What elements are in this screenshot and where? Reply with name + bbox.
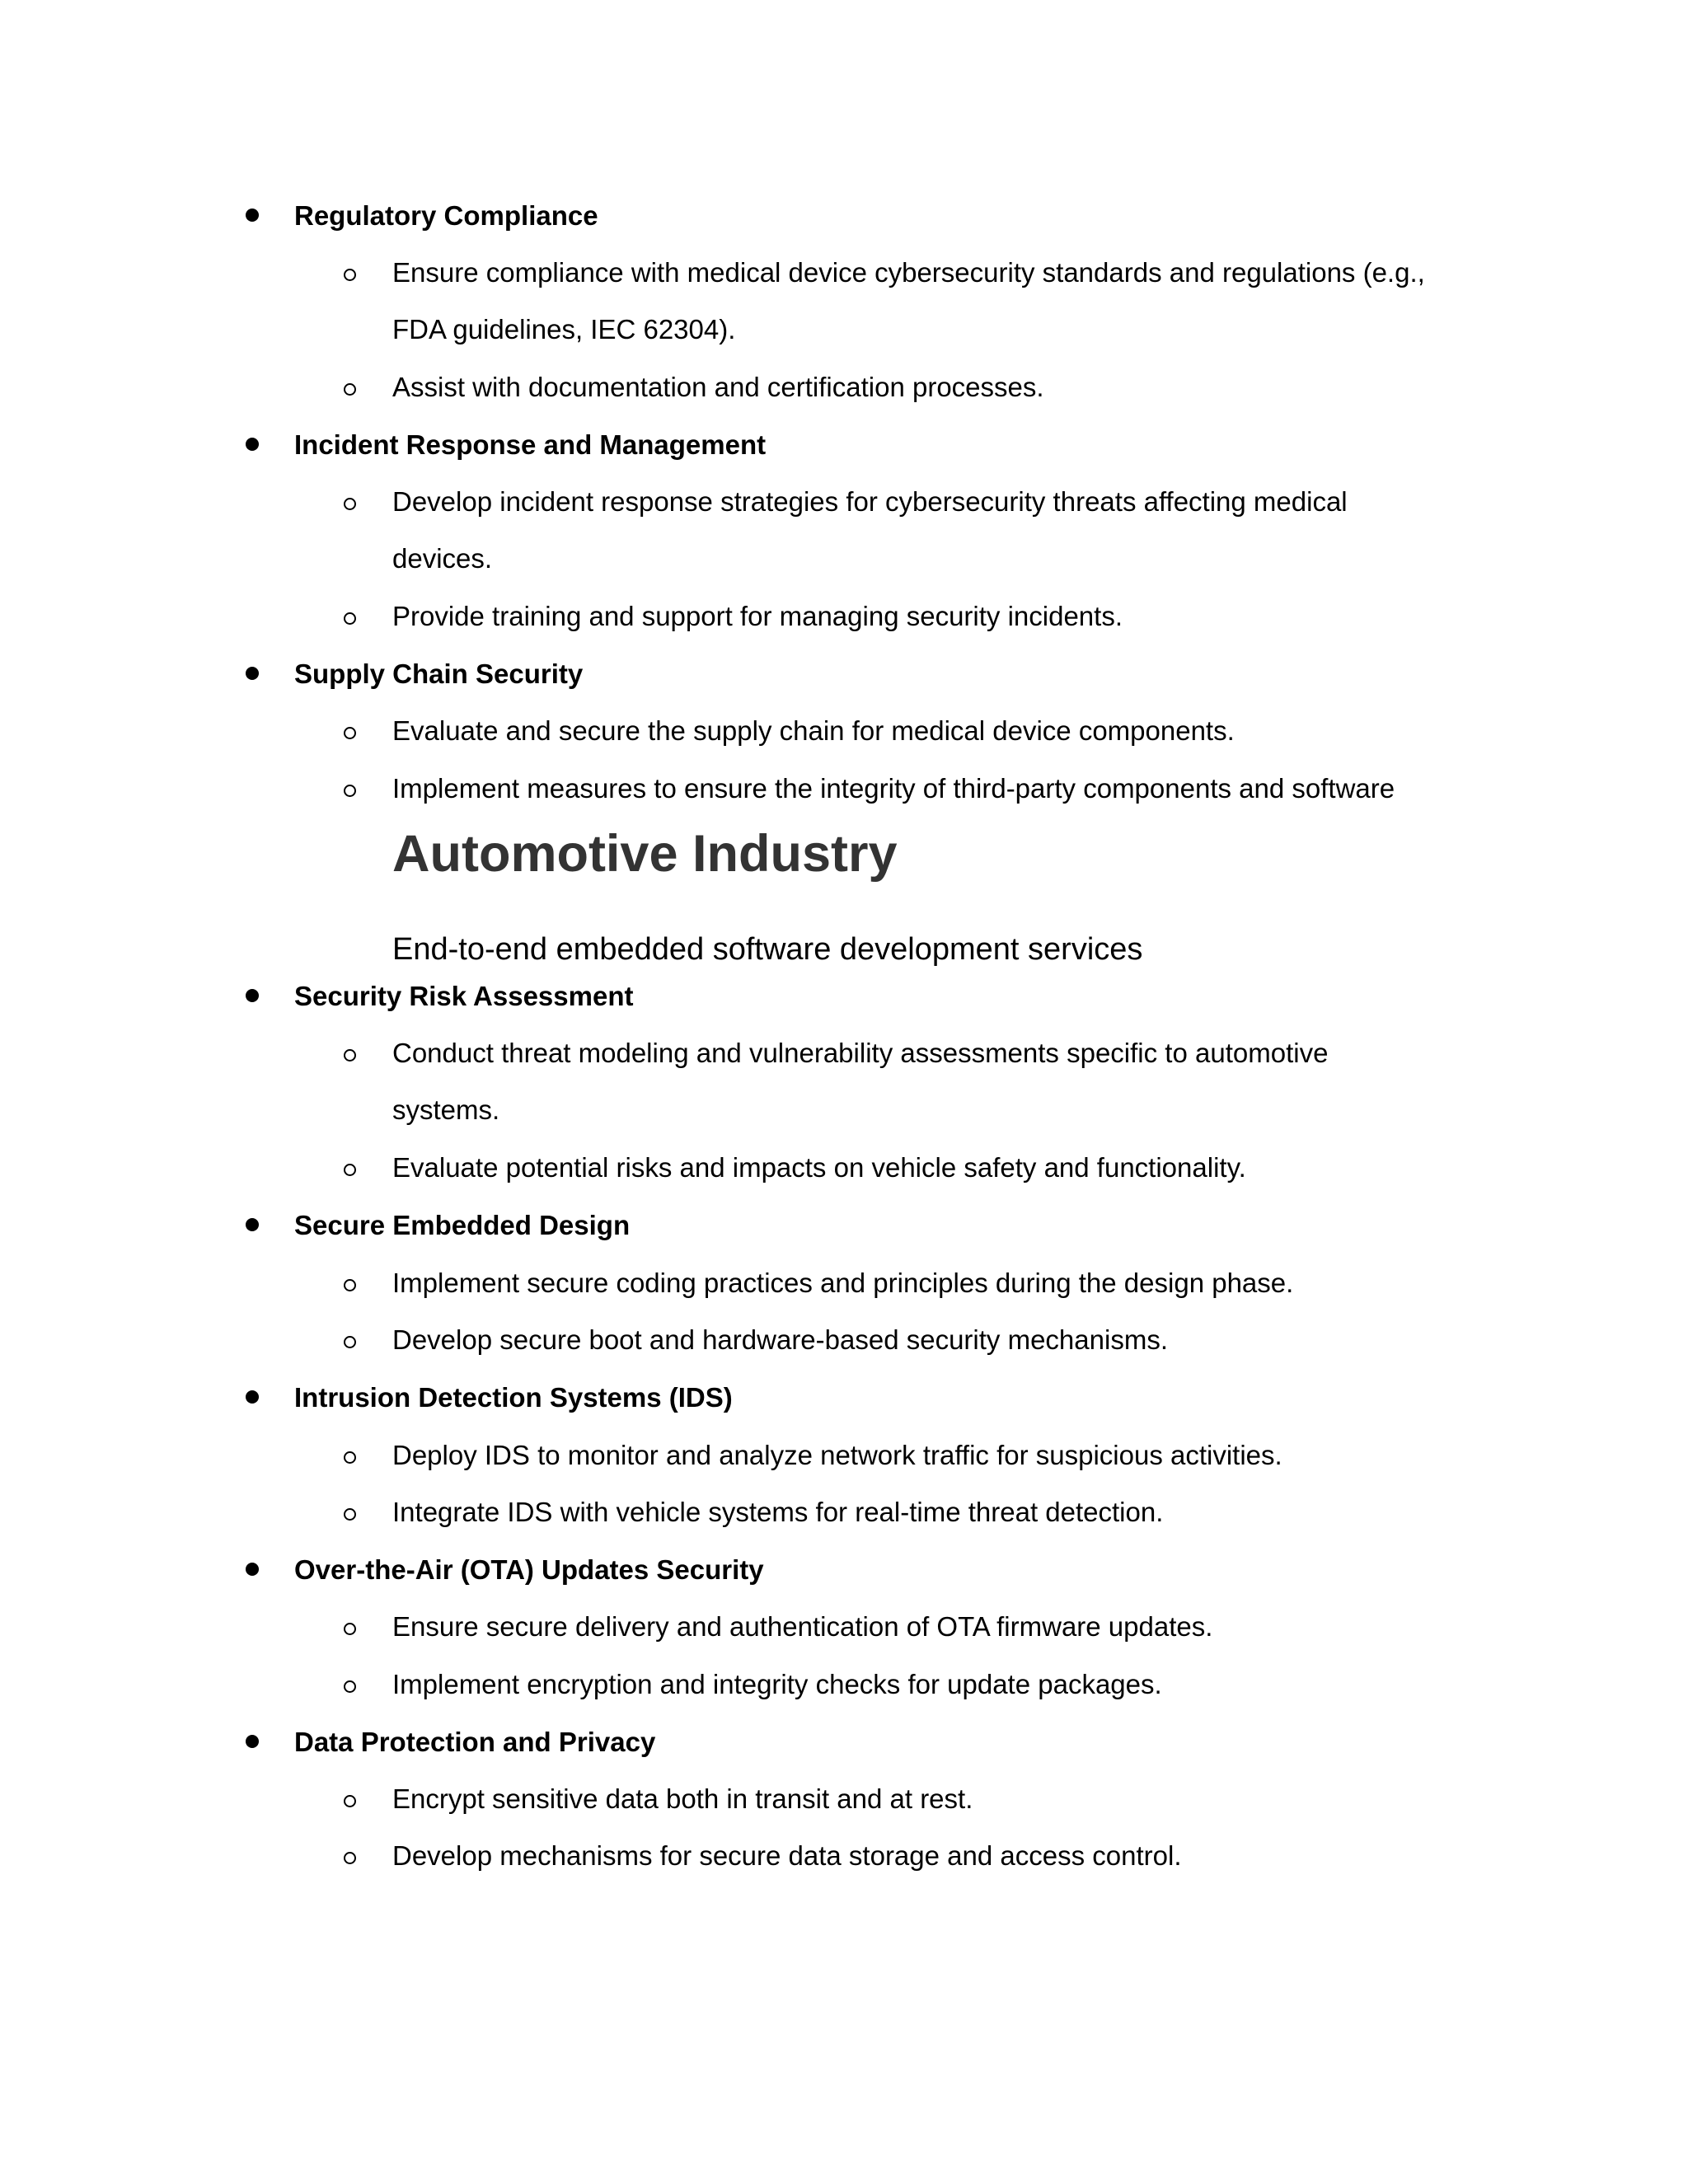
sub-bullet-marker bbox=[344, 498, 356, 510]
section-title: Intrusion Detection Systems (IDS) bbox=[294, 1382, 733, 1413]
sub-bullet-marker bbox=[344, 727, 356, 739]
section-title: Supply Chain Security bbox=[294, 658, 584, 689]
bullet-dot bbox=[246, 1563, 259, 1576]
list-item-line: Ensure secure delivery and authentication of OTA firmware updates. bbox=[392, 1611, 1213, 1642]
list-item-line: Evaluate potential risks and impacts on vehicle safety and functionality. bbox=[392, 1152, 1246, 1183]
bullet-dot bbox=[246, 1390, 259, 1404]
list-item-line: Implement encryption and integrity checks for update packages. bbox=[392, 1669, 1162, 1699]
sub-bullet-marker bbox=[344, 1049, 356, 1062]
sub-bullet-marker bbox=[344, 1852, 356, 1864]
list-item-line: Deploy IDS to monitor and analyze network traffic for suspicious activities. bbox=[392, 1440, 1282, 1470]
sub-bullet-marker bbox=[344, 612, 356, 625]
page-subtitle: End-to-end embedded software development services bbox=[392, 932, 1143, 967]
sub-bullet-marker bbox=[344, 1508, 356, 1521]
section-title: Regulatory Compliance bbox=[294, 200, 598, 231]
bullet-dot bbox=[246, 209, 259, 222]
sub-bullet-marker bbox=[344, 1680, 356, 1693]
list-item-line: Integrate IDS with vehicle systems for real-time threat detection. bbox=[392, 1497, 1164, 1527]
sub-bullet-marker bbox=[344, 1451, 356, 1464]
page-heading: Automotive Industry bbox=[392, 825, 898, 883]
list-item-line: devices. bbox=[392, 543, 493, 574]
sub-bullet-marker bbox=[344, 1279, 356, 1291]
section-title: Data Protection and Privacy bbox=[294, 1727, 656, 1757]
list-item-line: FDA guidelines, IEC 62304). bbox=[392, 314, 736, 344]
list-item-line: Assist with documentation and certification processes. bbox=[392, 372, 1044, 402]
bullet-dot bbox=[246, 1735, 259, 1748]
list-item-line: systems. bbox=[392, 1094, 500, 1125]
section-title: Over-the-Air (OTA) Updates Security bbox=[294, 1554, 764, 1585]
list-item-line: Implement measures to ensure the integrity of third-party components and software bbox=[392, 773, 1395, 804]
list-item-line: Ensure compliance with medical device cybersecurity standards and regulations (e.g., bbox=[392, 257, 1425, 288]
section-title: Secure Embedded Design bbox=[294, 1210, 631, 1240]
list-item-line: Provide training and support for managing security incidents. bbox=[392, 601, 1123, 631]
sub-bullet-marker bbox=[344, 269, 356, 281]
list-item-line: Conduct threat modeling and vulnerability assessments specific to automotive bbox=[392, 1038, 1329, 1068]
bullet-dot bbox=[246, 667, 259, 680]
section-title: Security Risk Assessment bbox=[294, 981, 634, 1011]
list-item-line: Develop incident response strategies for cybersecurity threats affecting medical bbox=[392, 486, 1348, 517]
sub-bullet-marker bbox=[344, 1795, 356, 1807]
list-item-line: Implement secure coding practices and principles during the design phase. bbox=[392, 1268, 1294, 1298]
section-title: Incident Response and Management bbox=[294, 429, 767, 460]
sub-bullet-marker bbox=[344, 383, 356, 396]
sub-bullet-marker bbox=[344, 785, 356, 797]
list-item-line: Develop mechanisms for secure data storage and access control. bbox=[392, 1840, 1182, 1871]
list-item-line: Encrypt sensitive data both in transit and at rest. bbox=[392, 1783, 973, 1814]
bullet-dot bbox=[246, 989, 259, 1002]
list-item-line: Develop secure boot and hardware-based security mechanisms. bbox=[392, 1324, 1168, 1355]
sub-bullet-marker bbox=[344, 1336, 356, 1348]
bullet-dot bbox=[246, 438, 259, 451]
sub-bullet-marker bbox=[344, 1164, 356, 1176]
bullet-dot bbox=[246, 1218, 259, 1231]
sub-bullet-marker bbox=[344, 1623, 356, 1635]
list-item-line: Evaluate and secure the supply chain for medical device components. bbox=[392, 715, 1235, 746]
